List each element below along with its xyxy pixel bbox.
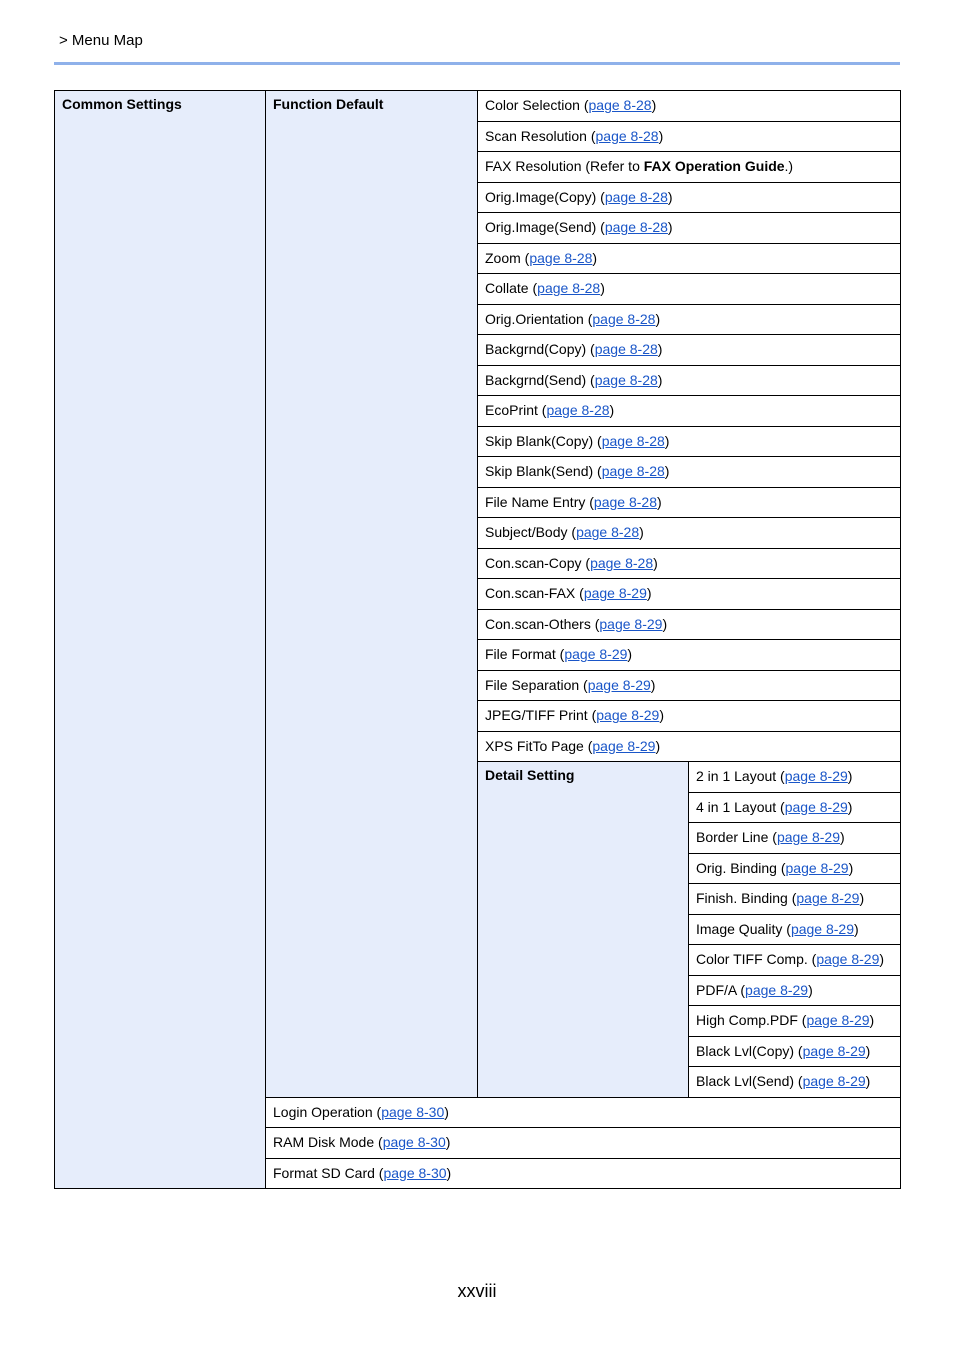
page-link[interactable]: page 8-29 <box>564 646 628 663</box>
breadcrumb: > Menu Map <box>59 32 143 49</box>
menu-item-cell: XPS FitTo Page (page 8-29) <box>478 731 901 762</box>
menu-item-cell: Collate (page 8-28) <box>478 274 901 305</box>
menu-item-label: Orig.Image(Send) <box>485 219 597 236</box>
page-link[interactable]: page 8-29 <box>796 890 860 907</box>
page-link[interactable]: page 8-28 <box>593 493 657 510</box>
menu-item-label: JPEG/TIFF Print <box>485 707 588 724</box>
menu-item-cell: Con.scan-Others (page 8-29) <box>478 609 901 640</box>
menu-item-cell: File Format (page 8-29) <box>478 640 901 671</box>
menu-item-label: Black Lvl(Copy) <box>696 1042 795 1059</box>
page-link[interactable]: page 8-28 <box>604 219 668 236</box>
menu-item-cell: Zoom (page 8-28) <box>478 243 901 274</box>
menu-item-cell: Orig.Orientation (page 8-28) <box>478 304 901 335</box>
page-link[interactable]: page 8-29 <box>784 798 848 815</box>
menu-item-cell: Subject/Body (page 8-28) <box>478 518 901 549</box>
page-link[interactable]: page 8-28 <box>604 188 668 205</box>
page-link[interactable]: page 8-28 <box>590 554 654 571</box>
menu-item-label: Backgrnd(Copy) <box>485 341 587 358</box>
menu-item-label: High Comp.PDF <box>696 1012 798 1029</box>
menu-item-label: RAM Disk Mode <box>273 1134 375 1151</box>
menu-item-label: PDF/A <box>696 981 737 998</box>
menu-item-cell: File Separation (page 8-29) <box>478 670 901 701</box>
menu-item-label: Scan Resolution <box>485 127 587 144</box>
menu-item-label: Color TIFF Comp. <box>696 951 808 968</box>
refer-suffix: .) <box>784 158 794 175</box>
page-link[interactable]: page 8-30 <box>382 1134 446 1151</box>
menu-item-label: 4 in 1 Layout <box>696 798 777 815</box>
menu-item-cell: PDF/A (page 8-29) <box>689 975 901 1006</box>
menu-item-label: Finish. Binding <box>696 890 788 907</box>
page-link[interactable]: page 8-29 <box>816 951 880 968</box>
menu-item-cell: Format SD Card (page 8-30) <box>266 1158 901 1189</box>
page-link[interactable]: page 8-29 <box>587 676 651 693</box>
menu-item-cell: Con.scan-FAX (page 8-29) <box>478 579 901 610</box>
page-link[interactable]: page 8-30 <box>381 1103 445 1120</box>
menu-item-cell: RAM Disk Mode (page 8-30) <box>266 1128 901 1159</box>
menu-item-cell <box>478 152 901 183</box>
page-link[interactable]: page 8-28 <box>595 127 659 144</box>
page-link[interactable]: page 8-28 <box>594 341 658 358</box>
menu-item-cell: JPEG/TIFF Print (page 8-29) <box>478 701 901 732</box>
menu-item-label: Skip Blank(Send) <box>485 463 594 480</box>
page-link[interactable]: page 8-29 <box>790 920 854 937</box>
page-link[interactable]: page 8-29 <box>745 981 809 998</box>
table-row <box>55 91 901 122</box>
menu-item-cell: Finish. Binding (page 8-29) <box>689 884 901 915</box>
menu-item-cell: High Comp.PDF (page 8-29) <box>689 1006 901 1037</box>
page-link[interactable]: page 8-29 <box>596 707 660 724</box>
menu-item-label: Skip Blank(Copy) <box>485 432 594 449</box>
fax-guide-reference: FAX Operation Guide <box>643 158 785 175</box>
menu-item-label: Login Operation <box>273 1103 373 1120</box>
menu-item-cell: Orig. Binding (page 8-29) <box>689 853 901 884</box>
page-link[interactable]: page 8-28 <box>576 524 640 541</box>
menu-item-label: XPS FitTo Page <box>485 737 584 754</box>
page-link[interactable]: page 8-29 <box>802 1073 866 1090</box>
page-link[interactable]: page 8-29 <box>784 768 848 785</box>
menu-item-label: File Name Entry <box>485 493 586 510</box>
menu-item-cell: 4 in 1 Layout (page 8-29) <box>689 792 901 823</box>
page-link[interactable]: page 8-30 <box>383 1164 447 1181</box>
page-link[interactable]: page 8-29 <box>802 1042 866 1059</box>
page-link[interactable]: page 8-28 <box>529 249 593 266</box>
menu-item-label: Zoom <box>485 249 521 266</box>
menu-item-cell: Border Line (page 8-29) <box>689 823 901 854</box>
page-link[interactable]: page 8-28 <box>588 97 652 114</box>
menu-item-label: EcoPrint <box>485 402 538 419</box>
menu-item-label: FAX Resolution <box>485 158 582 175</box>
menu-item-cell: Login Operation (page 8-30) <box>266 1097 901 1128</box>
page-link[interactable]: page 8-28 <box>594 371 658 388</box>
page-link[interactable]: page 8-28 <box>592 310 656 327</box>
menu-item-cell: Backgrnd(Send) (page 8-28) <box>478 365 901 396</box>
menu-item-label: Con.scan-Others <box>485 615 591 632</box>
menu-item-cell: 2 in 1 Layout (page 8-29) <box>689 762 901 793</box>
page-number: xxviii <box>457 1281 497 1301</box>
header-divider <box>54 62 900 65</box>
menu-item-label: Orig.Orientation <box>485 310 584 327</box>
menu-item-label: Black Lvl(Send) <box>696 1073 795 1090</box>
page-link[interactable]: page 8-28 <box>601 463 665 480</box>
menu-item-cell: Orig.Image(Send) (page 8-28) <box>478 213 901 244</box>
menu-item-label: Backgrnd(Send) <box>485 371 587 388</box>
page-link[interactable]: page 8-29 <box>592 737 656 754</box>
menu-item-label: Con.scan-FAX <box>485 585 576 602</box>
menu-map-table <box>54 90 901 1189</box>
menu-item-label: Color Selection <box>485 97 580 114</box>
menu-item-label: Format SD Card <box>273 1164 375 1181</box>
page-link[interactable]: page 8-29 <box>583 585 647 602</box>
menu-item-label: Subject/Body <box>485 524 568 541</box>
menu-item-label: 2 in 1 Layout <box>696 768 777 785</box>
menu-item-cell: Con.scan-Copy (page 8-28) <box>478 548 901 579</box>
page-link[interactable]: page 8-29 <box>806 1012 870 1029</box>
menu-item-label: Orig. Binding <box>696 859 777 876</box>
refer-prefix: (Refer to <box>585 158 644 175</box>
menu-item-cell: Skip Blank(Copy) (page 8-28) <box>478 426 901 457</box>
menu-item-label: Collate <box>485 280 529 297</box>
detail-setting-category: Detail Setting <box>478 762 689 1098</box>
level2-category: Function Default <box>266 91 478 1098</box>
menu-item-cell: Color TIFF Comp. (page 8-29) <box>689 945 901 976</box>
menu-item-cell: EcoPrint (page 8-28) <box>478 396 901 427</box>
menu-item-label: Border Line <box>696 829 769 846</box>
menu-item-label: Con.scan-Copy <box>485 554 582 571</box>
menu-item-cell: Black Lvl(Copy) (page 8-29) <box>689 1036 901 1067</box>
menu-item-cell: Scan Resolution (page 8-28) <box>478 121 901 152</box>
menu-item-label: Image Quality <box>696 920 783 937</box>
page-link[interactable]: page 8-28 <box>537 280 601 297</box>
menu-item-cell: File Name Entry (page 8-28) <box>478 487 901 518</box>
menu-item-cell: Color Selection (page 8-28) <box>478 91 901 122</box>
level1-category: Common Settings <box>55 91 266 1189</box>
menu-item-label: Orig.Image(Copy) <box>485 188 597 205</box>
page-link[interactable]: page 8-29 <box>785 859 849 876</box>
menu-item-cell: Skip Blank(Send) (page 8-28) <box>478 457 901 488</box>
page-link[interactable]: page 8-28 <box>546 402 610 419</box>
menu-item-cell: Black Lvl(Send) (page 8-29) <box>689 1067 901 1098</box>
page-link[interactable]: page 8-28 <box>601 432 665 449</box>
page-link[interactable]: page 8-29 <box>776 829 841 846</box>
menu-item-cell: Orig.Image(Copy) (page 8-28) <box>478 182 901 213</box>
menu-item-cell: Image Quality (page 8-29) <box>689 914 901 945</box>
menu-item-label: File Separation <box>485 676 580 693</box>
page-link[interactable]: page 8-29 <box>599 615 663 632</box>
menu-item-cell: Backgrnd(Copy) (page 8-28) <box>478 335 901 366</box>
menu-item-label: File Format <box>485 646 556 663</box>
